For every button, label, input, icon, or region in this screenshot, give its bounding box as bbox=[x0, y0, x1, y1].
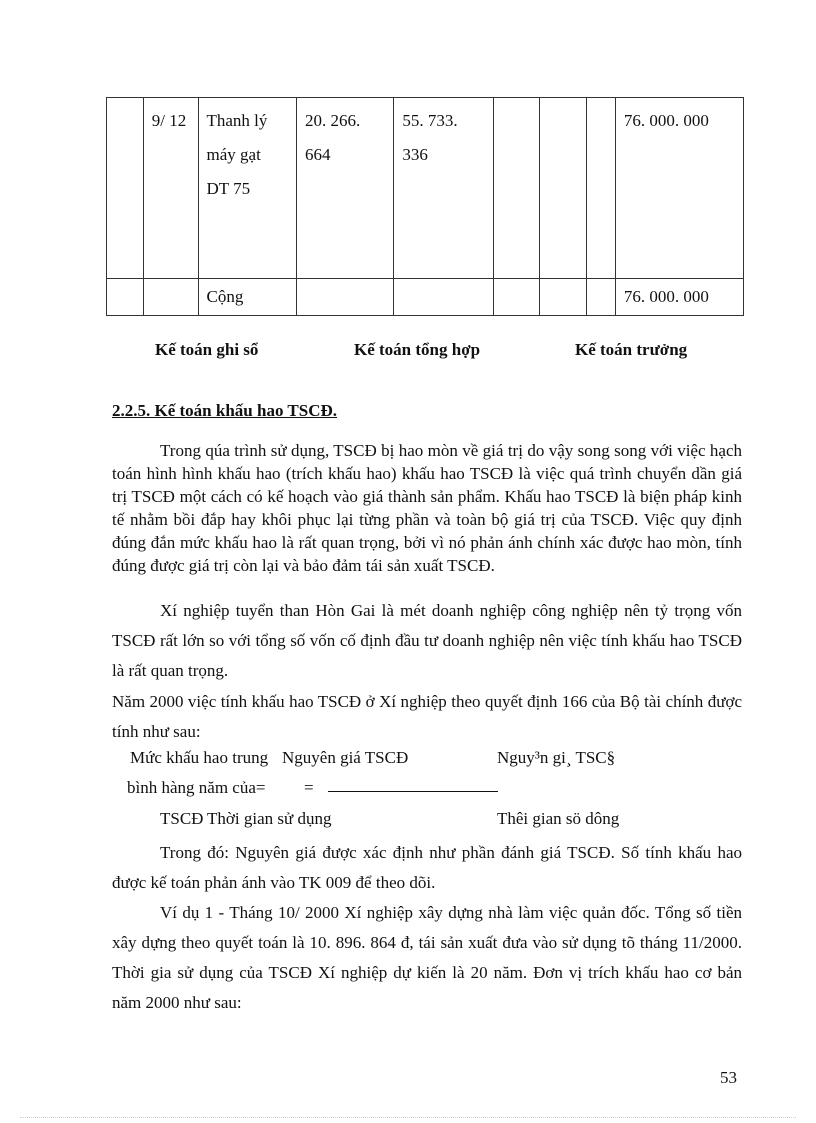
signature-bookkeeper: Kế toán ghi sổ bbox=[155, 340, 259, 359]
paragraph: Trong đó: Nguyên giá được xác định như phần đánh giá TSCĐ. Số tính khấu hao được kế toán phản ánh vào TK 009 để theo dõi. bbox=[112, 843, 742, 892]
table-cell bbox=[493, 98, 540, 279]
page-number: 53 bbox=[720, 1068, 737, 1087]
section-heading: 2.2.5. Kế toán khấu hao TSCĐ. bbox=[112, 401, 337, 420]
value-line: 664 bbox=[305, 145, 331, 164]
table-cell bbox=[540, 279, 587, 316]
formula-text: Thêi gian sö dông bbox=[497, 809, 620, 828]
paragraph: Trong qúa trình sử dụng, TSCĐ bị hao mòn về giá trị do vậy song song với việc hạch toán hình hình khấu hao (trích khấu hao) khấu hao TSCĐ là việc quá trình chuyển dần giá trị TSCĐ một cách có kế hoạch vào giá thành sản phẩm. Khấu hao TSCĐ là biện pháp kinh tế nhằm bồi đắp hay khôi phục lại từng phần và toàn bộ giá trị của TSCĐ. Việc quy định đúng đắn mức khấu hao là rất quan trọng, bởi vì nó phản ánh chính xác được hao mòn, tính đúng được giá trị còn lại và bảo đảm tái sản xuất TSCĐ. bbox=[112, 441, 742, 575]
description-line: DT 75 bbox=[206, 179, 251, 198]
formula-text: Nguyên giá TSCĐ bbox=[282, 748, 409, 767]
date-text: 9/ 12 bbox=[151, 111, 187, 130]
grand-total-cell bbox=[615, 279, 743, 316]
date-cell bbox=[143, 98, 198, 279]
formula-text: Nguy³n gi¸ TSC§ bbox=[497, 748, 616, 767]
formula-text: TSCĐ bbox=[160, 809, 204, 828]
value-line: 336 bbox=[402, 145, 428, 164]
signature-chief-accountant: Kế toán trưởng bbox=[575, 340, 688, 359]
footer-divider bbox=[20, 1117, 796, 1118]
paragraph: Xí nghiệp tuyển than Hòn Gai là mét doanh nghiệp công nghiệp nên tỷ trọng vốn TSCĐ rất lớn so với tổng số vốn cố định đầu tư doanh nghiệp nên việc tính khấu hao TSCĐ là rất quan trọng. bbox=[112, 601, 742, 680]
total-value: 76. 000. 000 bbox=[623, 111, 709, 130]
table-row bbox=[107, 98, 744, 279]
table-cell bbox=[297, 279, 394, 316]
table-cell bbox=[587, 98, 616, 279]
value-cell-1 bbox=[297, 98, 394, 279]
fraction-bar bbox=[328, 791, 498, 792]
value-line: 55. 733. bbox=[402, 111, 458, 130]
table-cell bbox=[107, 279, 144, 316]
formula-text: = bbox=[304, 778, 314, 797]
formula-text: Thời gian sử dụng bbox=[207, 809, 332, 828]
table-cell bbox=[394, 279, 493, 316]
paragraph: Ví dụ 1 - Tháng 10/ 2000 Xí nghiệp xây dựng nhà làm việc quản đốc. Tổng số tiền xây dựng theo quyết toán là 10. 896. 864 đ, tái sản xuất đưa vào sử dụng tõ tháng 11/2000. Thời gia sử dụng của TSCĐ Xí nghiệp dự kiến là 20 năm. Đơn vị trích khấu hao cơ bản năm 2000 như sau: bbox=[112, 903, 742, 1012]
paragraph: Năm 2000 việc tính khấu hao TSCĐ ở Xí nghiệp theo quyết định 166 của Bộ tài chính được tính như sau: bbox=[112, 692, 742, 741]
value-cell-2 bbox=[394, 98, 493, 279]
table-cell bbox=[493, 279, 540, 316]
table-cell bbox=[587, 279, 616, 316]
description-line: Thanh lý bbox=[206, 111, 268, 130]
description-line: máy gạt bbox=[206, 145, 261, 164]
total-label: Cộng bbox=[206, 287, 244, 306]
table-cell bbox=[143, 279, 198, 316]
signature-general-accountant: Kế toán tổng hợp bbox=[354, 340, 481, 359]
depreciation-ledger-table bbox=[106, 97, 744, 316]
total-cell bbox=[615, 98, 743, 279]
formula-text: Mức khấu hao trung bbox=[130, 748, 269, 767]
formula-text: bình hàng năm của= bbox=[127, 778, 266, 797]
signature-block bbox=[0, 340, 816, 366]
table-row-total bbox=[107, 279, 744, 316]
table-cell bbox=[107, 98, 144, 279]
total-label-cell bbox=[198, 279, 297, 316]
table-cell bbox=[540, 98, 587, 279]
grand-total-value: 76. 000. 000 bbox=[623, 287, 709, 306]
description-cell bbox=[198, 98, 297, 279]
value-line: 20. 266. bbox=[305, 111, 361, 130]
